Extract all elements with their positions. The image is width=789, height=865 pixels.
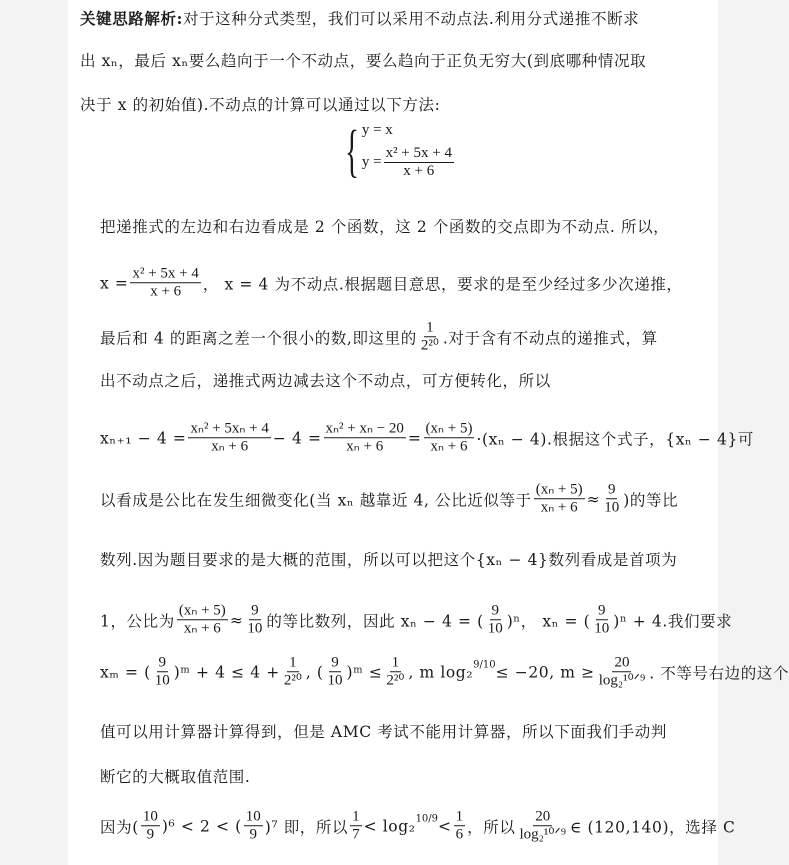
- fraction: [597, 654, 648, 690]
- denominator: 10: [247, 620, 263, 637]
- text-run: . 不等号右边的这个: [649, 664, 789, 682]
- text-run: ≈: [586, 490, 601, 508]
- text-line: [100, 808, 735, 844]
- denominator: log₂¹⁰ᐟ⁹: [598, 672, 646, 689]
- denominator: 10: [604, 499, 620, 516]
- denominator: 10: [154, 672, 170, 689]
- text-run: )ᵐ ≤: [346, 663, 383, 681]
- text-run: − 4 =: [272, 429, 322, 447]
- denominator: 9: [249, 826, 257, 843]
- fraction: [130, 265, 200, 301]
- numerator: 20: [612, 654, 631, 672]
- text-line: [80, 49, 646, 71]
- numerator: 1: [454, 808, 466, 826]
- fraction: [326, 654, 345, 690]
- text-run: 1，公比为: [100, 612, 175, 630]
- text-run: 最后和 4 的距离之差一个很小的数,即这里的: [100, 329, 417, 347]
- denominator: 10: [487, 620, 503, 637]
- text-run: ∈ (120,140)，选择 C: [569, 818, 736, 836]
- fixed-point-equation-system: [338, 118, 456, 184]
- text-run: .对于含有不动点的递推式，算: [442, 329, 658, 347]
- text-run: )ᵐ + 4 ≤ 4 +: [173, 663, 280, 681]
- text-run: 出 xₙ，最后 xₙ要么趋向于一个不动点，要么趋向于正负无穷大(到底哪种情况取: [80, 52, 647, 70]
- numerator: 9: [596, 602, 608, 620]
- text-run: < log₂: [363, 817, 416, 835]
- equation-row: [362, 122, 456, 139]
- fraction: [282, 654, 304, 690]
- numerator: 9: [329, 654, 341, 672]
- numerator: (xₙ + 5): [177, 602, 228, 620]
- denominator: 2²⁰: [420, 337, 439, 354]
- text-run: 数列.因为题目要求的是大概的范围，所以可以把这个{xₙ − 4}数列看成是首项为: [100, 551, 678, 569]
- numerator: xₙ² + 5xₙ + 4: [188, 420, 270, 438]
- numerator: 9: [157, 654, 169, 672]
- text-line: [100, 481, 678, 517]
- denominator: xₙ + 6: [211, 438, 249, 455]
- text-run: ， x = 4 为不动点.根据题目意思，要求的是至少经过多少次递推，: [202, 275, 683, 293]
- fraction: [245, 602, 264, 638]
- superscript: 10/9: [415, 813, 439, 825]
- numerator: 20: [533, 808, 552, 826]
- text-run: 的等比数列，因此 xₙ − 4 = (: [266, 612, 484, 630]
- text-run: ，所以: [467, 818, 516, 836]
- denominator: x + 6: [403, 163, 435, 180]
- denominator: 9: [146, 826, 155, 843]
- text-line: [100, 765, 250, 787]
- text-line: [100, 720, 667, 742]
- text-line: [100, 548, 677, 570]
- fraction: [350, 808, 362, 844]
- fraction: [424, 420, 475, 456]
- fraction: [454, 808, 466, 844]
- text-run: 决于 x 的初始值).不动点的计算可以通过以下方法:: [80, 96, 441, 114]
- text-line: [80, 7, 639, 29]
- numerator: 9: [249, 602, 261, 620]
- denominator: 2²⁰: [283, 672, 302, 689]
- numerator: x² + 5x + 4: [384, 145, 454, 163]
- fraction: [419, 319, 441, 355]
- text-run: )ⁿ + 4.我们要求: [613, 612, 733, 630]
- numerator: 1: [287, 654, 299, 672]
- fraction: [324, 420, 406, 456]
- text-run: 值可以用计算器计算得到，但是 AMC 考试不能用计算器，所以下面我们手动判: [100, 723, 667, 741]
- denominator: x + 6: [150, 283, 182, 300]
- text-run: ≈: [229, 611, 244, 629]
- denominator: 6: [455, 826, 464, 843]
- fraction: [486, 602, 505, 638]
- superscript: 9/10: [473, 659, 496, 671]
- text-run: 把递推式的左边和右边看成是 2 个函数，这 2 个函数的交点即为不动点. 所以，: [100, 218, 670, 236]
- text-run: =: [407, 429, 422, 447]
- text-run: )⁶ < 2 < (: [161, 817, 242, 835]
- text-line: [80, 93, 440, 115]
- text-run: 以看成是公比在发生细微变化(当 xₙ 越靠近 4, 公比近似等于: [100, 491, 532, 509]
- numerator: 9: [490, 602, 502, 620]
- text-run: )ⁿ， xₙ = (: [506, 612, 591, 630]
- numerator: 1: [390, 654, 402, 672]
- denominator: xₙ + 6: [183, 620, 221, 637]
- equation-row: [362, 145, 456, 181]
- section-heading: 关键思路解析:: [80, 9, 183, 28]
- fraction: [384, 654, 406, 690]
- fraction: [384, 145, 454, 181]
- numerator: (xₙ + 5): [534, 481, 585, 499]
- numerator: xₙ² + xₙ − 20: [324, 420, 406, 438]
- text-line: [100, 215, 669, 237]
- fraction: [517, 808, 568, 844]
- fraction: [188, 420, 270, 456]
- numerator: 1: [350, 808, 362, 826]
- text-run: ·(xₙ − 4).根据这个式子，{xₙ − 4}可: [476, 430, 755, 448]
- numerator: (xₙ + 5): [424, 420, 475, 438]
- numerator: 10: [244, 808, 263, 826]
- numerator: 10: [141, 808, 160, 826]
- text-run: <: [438, 817, 452, 835]
- numerator: 9: [606, 481, 618, 499]
- text-run: xₘ = (: [100, 663, 151, 681]
- text-line: [100, 602, 732, 638]
- text-run: 对于这种分式类型，我们可以采用不动点法.利用分式递推不断求: [182, 10, 640, 28]
- text-line: [100, 420, 754, 456]
- denominator: 7: [352, 826, 360, 843]
- text-run: ≤ −20, m ≥: [495, 663, 595, 681]
- text-run: 断它的大概取值范围.: [100, 768, 251, 786]
- left-brace: {: [344, 118, 359, 184]
- text-run: 因为(: [100, 818, 139, 836]
- fraction: [177, 602, 228, 638]
- numerator: 1: [424, 319, 436, 337]
- fraction: [592, 602, 611, 638]
- text-line: [100, 265, 683, 301]
- text-run: x =: [100, 274, 129, 292]
- denominator: xₙ + 6: [430, 438, 468, 455]
- text-run: xₙ₊₁ − 4 =: [100, 429, 187, 447]
- equation-lhs: y =: [361, 154, 382, 171]
- denominator: log₂¹⁰ᐟ⁹: [519, 826, 566, 843]
- fraction: [244, 808, 263, 844]
- fraction: [602, 481, 621, 517]
- numerator: x² + 5x + 4: [130, 265, 200, 283]
- text-run: 出不动点之后，递推式两边减去这个不动点，可方便转化，所以: [100, 372, 551, 390]
- text-run: , m log₂: [408, 663, 474, 681]
- text-run: , (: [305, 663, 324, 681]
- text-line: [100, 319, 658, 355]
- denominator: 10: [594, 620, 610, 637]
- text-line: [100, 369, 551, 391]
- denominator: xₙ + 6: [540, 499, 578, 516]
- denominator: 2²⁰: [386, 672, 405, 689]
- denominator: xₙ + 6: [346, 438, 384, 455]
- fraction: [534, 481, 585, 517]
- text-run: )⁷ 即，所以: [264, 818, 349, 836]
- equation-y-equals-x: y = x: [361, 122, 393, 138]
- fraction: [153, 654, 172, 690]
- fraction: [141, 808, 160, 844]
- text-run: )的等比: [623, 491, 679, 509]
- text-line: [100, 654, 789, 690]
- denominator: 10: [327, 672, 343, 689]
